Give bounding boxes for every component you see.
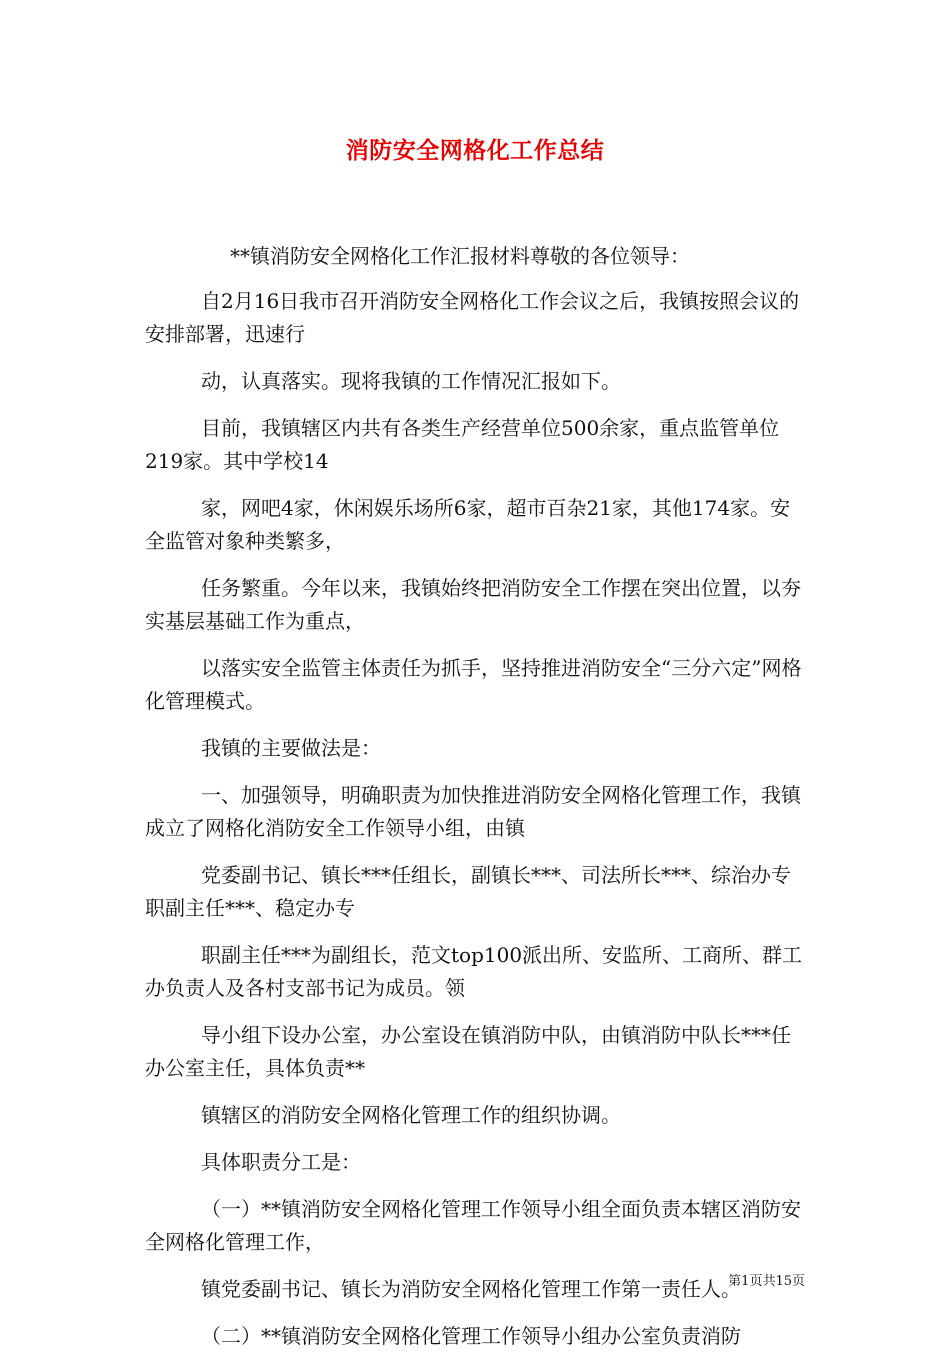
paragraph: 动，认真落实。现将我镇的工作情况汇报如下。 <box>201 369 621 393</box>
paragraph: （二）**镇消防安全网格化管理工作领导小组办公室负责消防 <box>201 1324 741 1348</box>
paragraph: 家，网吧4家，休闲娱乐场所6家，超市百杂21家，其他174家。安全监管对象种类繁多， <box>145 496 791 553</box>
document-title: 消防安全网格化工作总结 <box>345 137 605 164</box>
paragraph: 镇党委副书记、镇长为消防安全网格化管理工作第一责任人。 <box>201 1277 741 1301</box>
paragraph: 镇辖区的消防安全网格化管理工作的组织协调。 <box>201 1103 621 1127</box>
paragraph: 党委副书记、镇长***任组长，副镇长***、司法所长***、综治办专职副主任***、稳定办专 <box>145 863 791 920</box>
paragraph: 我镇的主要做法是： <box>201 736 381 760</box>
paragraph: 导小组下设办公室，办公室设在镇消防中队，由镇消防中队长***任办公室主任，具体负责** <box>145 1023 791 1080</box>
paragraph: 具体职责分工是： <box>201 1150 361 1174</box>
paragraph: **镇消防安全网格化工作汇报材料尊敬的各位领导： <box>230 244 690 268</box>
document-body <box>145 240 810 1367</box>
paragraph: 一、加强领导，明确职责为加快推进消防安全网格化管理工作，我镇成立了网格化消防安全工作领导小组，由镇 <box>145 783 801 840</box>
paragraph: （一）**镇消防安全网格化管理工作领导小组全面负责本辖区消防安全网格化管理工作， <box>145 1197 801 1254</box>
paragraph: 任务繁重。今年以来，我镇始终把消防安全工作摆在突出位置，以夯实基层基础工作为重点， <box>145 576 801 633</box>
paragraph: 目前，我镇辖区内共有各类生产经营单位500余家，重点监管单位219家。其中学校14 <box>145 416 780 473</box>
page-number-footer: 第1页共15页 <box>728 1274 805 1289</box>
paragraph: 以落实安全监管主体责任为抓手，坚持推进消防安全“三分六定”网格化管理模式。 <box>145 656 802 713</box>
paragraph: 自2月16日我市召开消防安全网格化工作会议之后，我镇按照会议的安排部署，迅速行 <box>145 289 800 346</box>
paragraph: 职副主任***为副组长，范文top100派出所、安监所、工商所、群工办负责人及各村支部书记为成员。领 <box>145 943 803 1000</box>
